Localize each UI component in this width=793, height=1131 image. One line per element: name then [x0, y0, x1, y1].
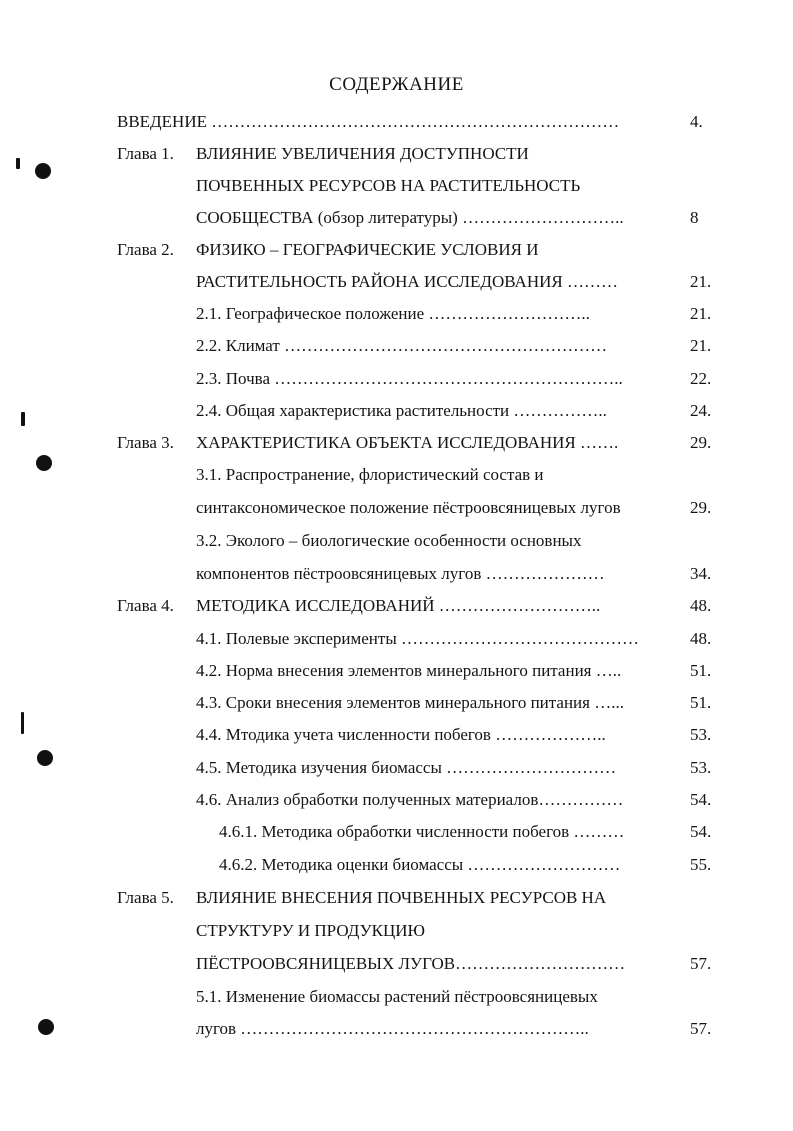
section-3-2-page: 34.: [690, 564, 712, 583]
section-2-3-page: 22.: [690, 369, 712, 388]
section-2-3: 2.3. Почва ……………………………………………………..: [196, 369, 623, 388]
section-4-6-2: 4.6.2. Методика оценки биомассы ………………………: [219, 855, 621, 874]
chapter-3-title: ХАРАКТЕРИСТИКА ОБЪЕКТА ИССЛЕДОВАНИЯ …….: [196, 433, 619, 452]
section-4-3-page: 51.: [690, 693, 712, 712]
chapter-3-label: Глава 3.: [117, 433, 174, 452]
chapter-5-title-line-3: ПЁСТРООВСЯНИЦЕВЫХ ЛУГОВ…………………………: [196, 954, 626, 973]
section-4-2-page: 51.: [690, 661, 712, 680]
chapter-1-title-line-3: СООБЩЕСТВА (обзор литературы) ………………………..: [196, 208, 624, 227]
chapter-4-label: Глава 4.: [117, 596, 174, 615]
section-4-4: 4.4. Мтодика учета численности побегов ………………..: [196, 725, 606, 744]
section-4-3: 4.3. Сроки внесения элементов минерального питания …...: [196, 693, 624, 712]
section-4-6: 4.6. Анализ обработки полученных материалов……………: [196, 790, 624, 809]
chapter-5-page: 57.: [690, 954, 712, 973]
section-4-6-1: 4.6.1. Методика обработки численности побегов ………: [219, 822, 625, 841]
contents-title: СОДЕРЖАНИЕ: [329, 74, 464, 95]
chapter-1-title-line-1: ВЛИЯНИЕ УВЕЛИЧЕНИЯ ДОСТУПНОСТИ: [196, 144, 529, 163]
scan-mark: [21, 412, 25, 426]
section-4-4-page: 53.: [690, 725, 712, 744]
section-4-1: 4.1. Полевые эксперименты ……………………………………: [196, 629, 639, 648]
section-3-1-line-1: 3.1. Распространение, флористический состав и: [196, 465, 544, 484]
section-5-1-line-2: лугов ……………………………………………………..: [196, 1019, 589, 1038]
section-3-1-page: 29.: [690, 498, 712, 517]
toc-entry-intro: ВВЕДЕНИЕ ………………………………………………………………: [117, 112, 620, 131]
scan-mark: [16, 158, 20, 169]
chapter-5-label: Глава 5.: [117, 888, 174, 907]
section-5-1-page: 57.: [690, 1019, 712, 1038]
section-2-2-page: 21.: [690, 336, 712, 355]
section-2-4: 2.4. Общая характеристика растительности ……………..: [196, 401, 607, 420]
chapter-2-label: Глава 2.: [117, 240, 174, 259]
scan-mark: [21, 712, 24, 734]
chapter-1-title-line-2: ПОЧВЕННЫХ РЕСУРСОВ НА РАСТИТЕЛЬНОСТЬ: [196, 176, 581, 195]
section-2-1: 2.1. Географическое положение ………………………..: [196, 304, 590, 323]
section-2-2: 2.2. Климат …………………………………………………: [196, 336, 608, 355]
section-4-5: 4.5. Методика изучения биомассы …………………………: [196, 758, 617, 777]
chapter-4-page: 48.: [690, 596, 712, 615]
scan-hole: [36, 455, 52, 471]
scan-hole: [38, 1019, 54, 1035]
chapter-2-title-line-1: ФИЗИКО – ГЕОГРАФИЧЕСКИЕ УСЛОВИЯ И: [196, 240, 539, 259]
section-3-1-line-2: синтаксономическое положение пёстроовсяницевых лугов: [196, 498, 621, 517]
chapter-4-title: МЕТОДИКА ИССЛЕДОВАНИЙ ………………………..: [196, 596, 601, 615]
section-4-6-2-page: 55.: [690, 855, 712, 874]
section-4-5-page: 53.: [690, 758, 712, 777]
section-3-2-line-1: 3.2. Эколого – биологические особенности основных: [196, 531, 582, 550]
section-2-1-page: 21.: [690, 304, 712, 323]
chapter-3-page: 29.: [690, 433, 712, 452]
toc-page-intro: 4.: [690, 112, 703, 131]
section-4-6-1-page: 54.: [690, 822, 712, 841]
section-3-2-line-2: компонентов пёстроовсяницевых лугов …………………: [196, 564, 605, 583]
scan-hole: [37, 750, 53, 766]
scan-hole: [35, 163, 51, 179]
chapter-5-title-line-2: СТРУКТУРУ И ПРОДУКЦИЮ: [196, 921, 425, 940]
chapter-2-page: 21.: [690, 272, 712, 291]
chapter-1-page: 8: [690, 208, 699, 227]
chapter-2-title-line-2: РАСТИТЕЛЬНОСТЬ РАЙОНА ИССЛЕДОВАНИЯ ………: [196, 272, 618, 291]
chapter-1-label: Глава 1.: [117, 144, 174, 163]
section-5-1-line-1: 5.1. Изменение биомассы растений пёстроовсяницевых: [196, 987, 598, 1006]
section-4-6-page: 54.: [690, 790, 712, 809]
chapter-5-title-line-1: ВЛИЯНИЕ ВНЕСЕНИЯ ПОЧВЕННЫХ РЕСУРСОВ НА: [196, 888, 607, 907]
section-4-1-page: 48.: [690, 629, 712, 648]
section-2-4-page: 24.: [690, 401, 712, 420]
section-4-2: 4.2. Норма внесения элементов минерального питания …..: [196, 661, 622, 680]
